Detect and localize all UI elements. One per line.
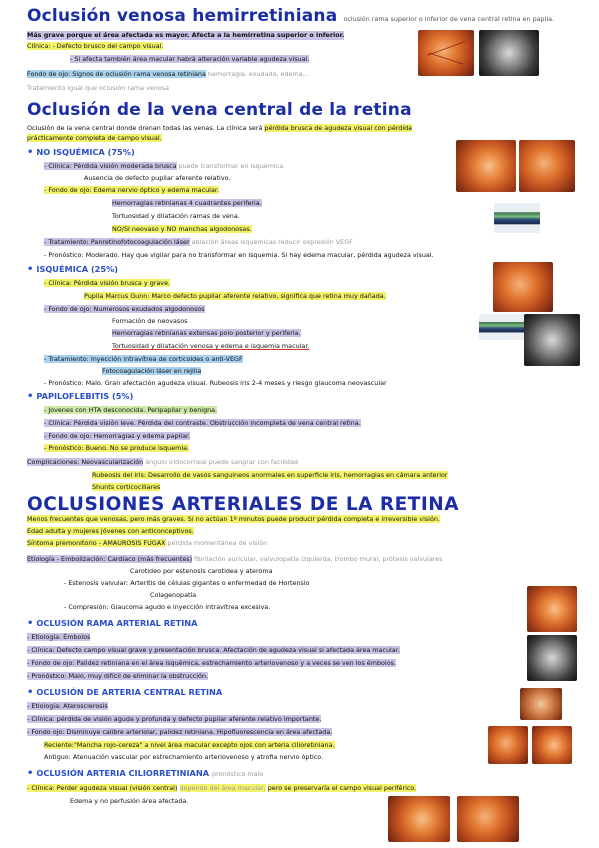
angiography-image-rama-arterial (527, 635, 577, 681)
line-noisq-tratamiento: - Tratamiento: Panretinofotocoagulación láser ablación áreas isquemicas reducir expresión VEGF (44, 238, 353, 246)
angiography-image-isquemica (524, 314, 580, 366)
line-rubeosis: Rubeosis del iris: Desarrollo de vasos sanguineos anormales en superficie iris, hemorragias en cámara anterior (92, 471, 448, 479)
line-rama-etiologia: - Etiología: Émbolos (27, 633, 91, 641)
line-compresion: - Compresión: Glaucoma agudo e inyección intravítrea excesiva. (64, 603, 271, 611)
line-intro-vena-central: Oclusión de la vena central donde drenan todas las venas. La clínica será pérdida brusca de agudeza visual con pérdida (27, 124, 413, 132)
heading-papiloflebitis: • PAPILOFLEBITIS (5%) (27, 391, 134, 402)
line-sintoma-premonitorio: Síntoma premonitorio - AMAUROSIS FUGAX pérdida momentánea de visión (27, 539, 268, 547)
line-noisq-neovaso: NO/SI neovaso y NO manchas algodonosas. (112, 225, 252, 233)
line-papilo-pronostico: - Pronóstico: Bueno. No se produce isquemia. (44, 444, 190, 452)
line-isq-neovasos: Formación de neovasos (112, 317, 188, 325)
line-noisq-hemorragias: Hemorragias retinianas 4 cuadrantes periferia. (112, 199, 262, 207)
fundus-image-no-isquemica-1 (456, 140, 516, 192)
line-central-reciente: Reciente:"Mancha rojo-cereza" a nivel área macular excepto ojos con arteria cilioretiniana. (44, 741, 335, 749)
bullet-icon: • (27, 391, 34, 402)
line-clinica: Clínica: - Defecto brusco del campo visual. (27, 42, 164, 50)
line-intro-vena-central-2: prácticamente completa de campo visual. (27, 134, 162, 142)
heading-subtitle: oclusión rama superior o inferior de vena central retina en papila. (343, 15, 555, 23)
line-carotideo: Carotideo por estenosis carotidea y ateroma (130, 567, 273, 575)
line-isq-fotocoagulacion: Fotocoagulación láser en rejilla (102, 367, 202, 375)
line-noisq-clinica: - Clínica: Pérdida visión moderada brusca puede transformar en isquémica. (44, 162, 286, 170)
line-noisq-tortuosidad: Tortuosidad y dilatación ramas de vena. (112, 212, 240, 220)
line-mas-grave: Más grave porque el área afectada es mayor. Afecta a la hemirretina superior o inferior. (27, 31, 345, 39)
line-menos-frecuentes: Menos frecuentes que venosas, pero más graves. Si no actúan 1º minutos puede producir pérdida completa e irreversible visión. (27, 515, 440, 523)
heading-oclusion-rama-arterial: • OCLUSIÓN RAMA ARTERIAL RETINA (27, 618, 198, 629)
bullet-icon: • (27, 768, 34, 779)
line-cilio-edema: Edema y no perfusión área afectada. (70, 797, 189, 805)
line-papilo-jovenes: - Jovenes con HTA desconocida. Peripapilar y benigna. (44, 406, 218, 414)
heading-oclusion-ciliorretiniana: • OCLUSIÓN ARTERIA CILIORRETINIANA pronóstico malo (27, 768, 264, 779)
line-tratamiento: Tratamiento igual que oclusión rama venosa (27, 84, 170, 92)
line-complicaciones: Complicaciones: Neovascularización ángulo iridocorneal puede sangrar con facilidad (27, 458, 298, 466)
fundus-image-ciliorretiniana-1 (388, 796, 450, 842)
section-venosa-hemirretiniana (27, 6, 554, 26)
fundus-image-hemirretiniana (418, 30, 474, 76)
heading-oclusion-vena-central: Oclusión de la vena central de la retina (27, 100, 412, 120)
angiography-image-hemirretiniana (479, 30, 539, 76)
line-central-antiguo: Antiguo: Atenuación vascular por estrechamiento arteriovenoso y atrofia nervio óptico. (44, 753, 324, 761)
fundus-image-arteria-central-3 (532, 726, 572, 764)
line-central-clinica: - Clínica: pérdida de visión aguda y profunda y defecto pupilar aferente relativo importante. (27, 715, 322, 723)
heading-oclusion-venosa-hemirretiniana: Oclusión venosa hemirretiniana (27, 6, 338, 26)
fundus-image-isquemica (493, 262, 553, 312)
line-fondo-ojo: Fondo de ojo: Signos de oclusión rama venosa retiniana hemorragia, exudado, edema... (27, 70, 309, 78)
bullet-icon: • (27, 147, 34, 158)
line-papilo-clinica: - Clínica: Pérdida visión leve. Pérdida del contraste. Obstrucción incompleta de vena central retina. (44, 419, 361, 427)
line-edad-adulta: Edad adulta y mujeres jóvenes con anticonceptivos. (27, 527, 194, 535)
line-central-etiologia: - Etiología: Aterosclerosis (27, 702, 108, 710)
fundus-image-ciliorretiniana-2 (457, 796, 519, 842)
line-etiologia-embolizacion: Etiología - Embolización: Cardíaco (más frecuentes) fibrilación auricular, valvulopatía izquierda, trombo mural, prótesis valvulares (27, 555, 443, 563)
line-isq-tortuosidad: Tortuosidad y dilatación venosa y edema e isquemia macular. (112, 342, 310, 350)
heading-isquemica: • ISQUÉMICA (25%) (27, 264, 119, 275)
bullet-icon: • (27, 264, 34, 275)
bullet-icon: • (27, 687, 34, 698)
oct-image-no-isquemica (494, 203, 540, 233)
line-isq-marcus-gunn: Pupila Marcus Gunn: Marco defecto pupilar aferente relativo, significa que retina muy dañada. (84, 292, 386, 300)
line-noisq-pronostico: - Pronóstico: Moderado. Hay que vigilar para no transformar en isquemia. Si hay edema macular, pérdida agudeza visual. (44, 251, 434, 259)
line-rama-clinica: - Clínica: Defecto campo visual grave y presentación brusca. Afectación de agudeza visual si afectada área macular. (27, 646, 400, 654)
line-isq-fondo: - Fondo de ojo: Numerosos exudados algodonosos (44, 305, 205, 313)
line-colagenopatia: Colagenopatía (150, 591, 197, 599)
line-rama-pronostico: - Pronóstico: Malo, muy difícil de eliminar la obstrucción. (27, 672, 209, 680)
oct-image-isquemica (479, 314, 525, 340)
line-noisq-ausencia: Ausencia de defecto pupilar aferente relativo. (84, 174, 231, 182)
heading-oclusion-arteria-central: • OCLUSIÓN DE ARTERIA CENTRAL RETINA (27, 687, 223, 698)
line-shunts: Shunts corticociliares (92, 483, 161, 491)
fundus-image-rama-arterial-1 (527, 586, 577, 632)
line-isq-hemorragias: Hemorragias retinianas extensas polo posterior y periferia. (112, 329, 301, 337)
heading-oclusiones-arteriales: OCLUSIONES ARTERIALES DE LA RETINA (27, 494, 460, 515)
line-macular: - Si afecta también área macular habrá alteración variable agudeza visual. (70, 55, 310, 63)
line-central-fondo: - Fondo ojo: Disminuye calibre arteriolar, palidez retiniana. Hipofluorescencia en área afectada. (27, 728, 333, 736)
line-noisq-fondo: - Fondo de ojo: Edema nervio óptico y edema macular. (44, 186, 219, 194)
line-papilo-fondo: - Fondo de ojo: Hemorragias y edema papilar. (44, 432, 191, 440)
fundus-image-arteria-central-2 (488, 726, 528, 764)
heading-no-isquemica: • NO ISQUÉMICA (75%) (27, 147, 135, 158)
line-estenosis-valvular: - Estenosis valvular: Arteritis de células gigantes o enfermedad de Hortensio (64, 579, 310, 587)
line-cilio-clinica: - Clínica: Perder agudeza visual (visión central) depende del área macular, pero se preservaría el campo visual periférico. (27, 784, 417, 792)
fundus-image-arteria-central-1 (520, 688, 562, 720)
bullet-icon: • (27, 618, 34, 629)
line-isq-tratamiento: - Tratamiento: Inyección intravítrea de corticoides o anti-VEGF (44, 355, 243, 363)
line-rama-fondo: - Fondo de ojo: Palidez retiniana en el área isquémica, estrechamiento arteriovenoso y a veces se ven los émbolos. (27, 659, 396, 667)
fundus-image-no-isquemica-2 (519, 140, 575, 192)
line-isq-pronostico: - Pronóstico: Malo. Gran afectación agudeza visual. Rubeosis iris 2-4 meses y riesgo glaucoma neovascular (44, 379, 387, 387)
line-isq-clinica: - Clínica: Pérdida visión brusca y grave. (44, 279, 171, 287)
